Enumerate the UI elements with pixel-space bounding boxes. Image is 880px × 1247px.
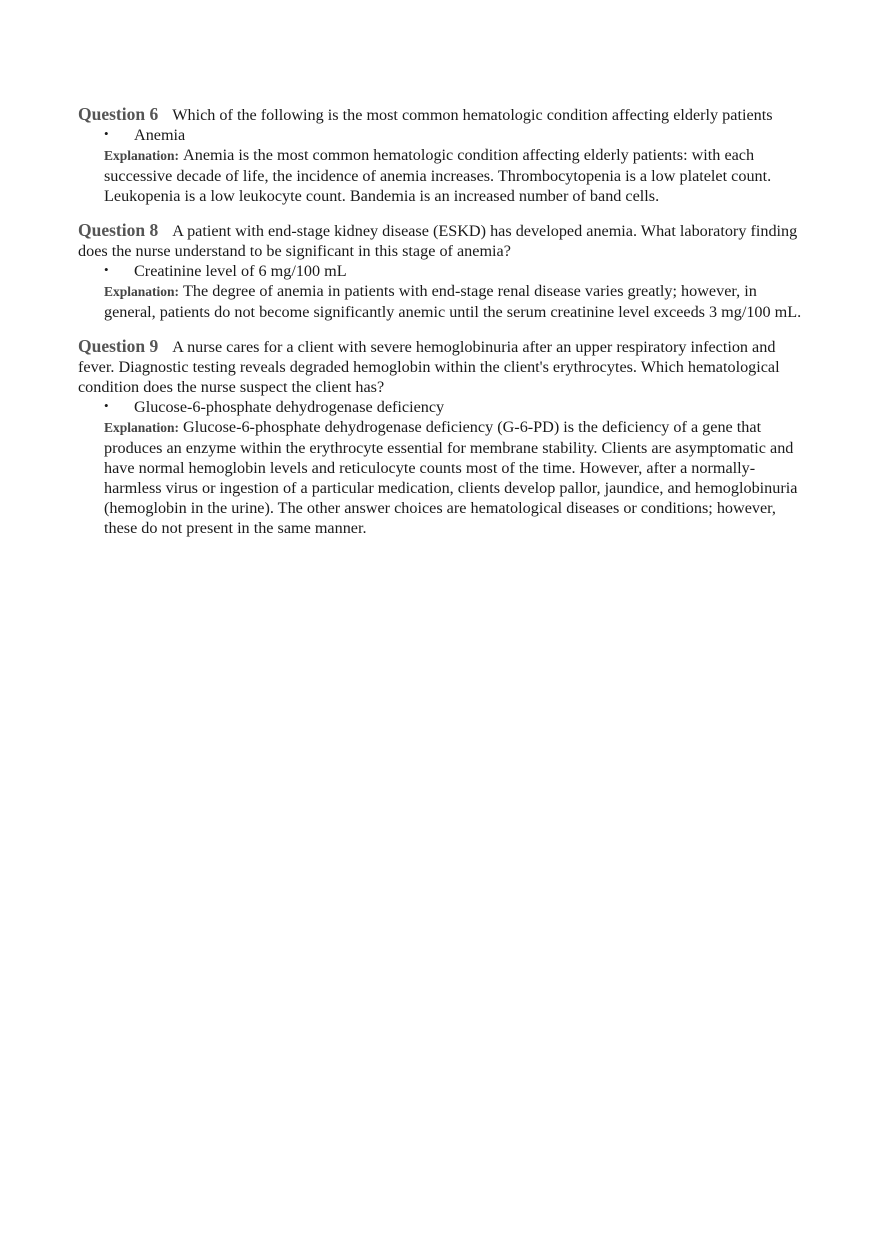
bullet-icon: • <box>104 126 109 141</box>
question-text: Which of the following is the most common hematologic condition affecting elderly patients <box>172 106 773 124</box>
explanation <box>104 281 808 322</box>
answer-item <box>104 397 808 417</box>
explanation-text: Anemia is the most common hematologic condition affecting elderly patients: with each successive decade of life, the incidence of anemia increases. Thrombocytopenia is a low platelet count. Leukopenia is a low leukocyte count. Bandemia is an increased number of band cells. <box>104 146 772 205</box>
explanation-label: Explanation: <box>104 148 180 163</box>
answer-list <box>78 125 808 145</box>
explanation-label: Explanation: <box>104 284 180 299</box>
explanation <box>104 417 808 538</box>
document-page <box>78 104 808 552</box>
question-text: A nurse cares for a client with severe hemoglobinuria after an upper respiratory infection and fever. Diagnostic testing reveals degraded hemoglobin within the client's erythrocytes. Which hematological condition does the nurse suspect the client has? <box>78 338 780 396</box>
answer-item <box>104 125 808 145</box>
question-header <box>78 336 808 397</box>
question-header <box>78 104 808 125</box>
question-block <box>78 220 808 322</box>
explanation-text: The degree of anemia in patients with end-stage renal disease varies greatly; however, in general, patients do not become significantly anemic until the serum creatinine level exceeds 3 mg/100 mL. <box>104 282 802 321</box>
answer-text: Glucose-6-phosphate dehydrogenase deficiency <box>134 398 445 416</box>
question-text: A patient with end-stage kidney disease (ESKD) has developed anemia. What laboratory finding does the nurse understand to be significant in this stage of anemia? <box>78 222 798 260</box>
answer-list <box>78 397 808 417</box>
question-block <box>78 336 808 538</box>
bullet-icon: • <box>104 262 109 277</box>
explanation <box>104 145 808 206</box>
answer-list <box>78 261 808 281</box>
answer-text: Creatinine level of 6 mg/100 mL <box>134 262 347 280</box>
question-number: Question 9 <box>78 336 159 356</box>
explanation-text: Glucose-6-phosphate dehydrogenase deficiency (G-6-PD) is the deficiency of a gene that produces an enzyme within the erythrocyte essential for membrane stability. Clients are asymptomatic and have normal hemoglobin levels and reticulocyte counts most of the time. However, after a normally-harmless virus or ingestion of a particular medication, clients develop pallor, jaundice, and hemoglobinuria (hemoglobin in the urine). The other answer choices are hematological diseases or conditions; however, these do not present in the same manner. <box>104 418 798 537</box>
answer-item <box>104 261 808 281</box>
explanation-label: Explanation: <box>104 420 180 435</box>
bullet-icon: • <box>104 398 109 413</box>
question-number: Question 8 <box>78 220 159 240</box>
answer-text: Anemia <box>134 126 186 144</box>
question-number: Question 6 <box>78 104 159 124</box>
question-block <box>78 104 808 206</box>
question-header <box>78 220 808 261</box>
